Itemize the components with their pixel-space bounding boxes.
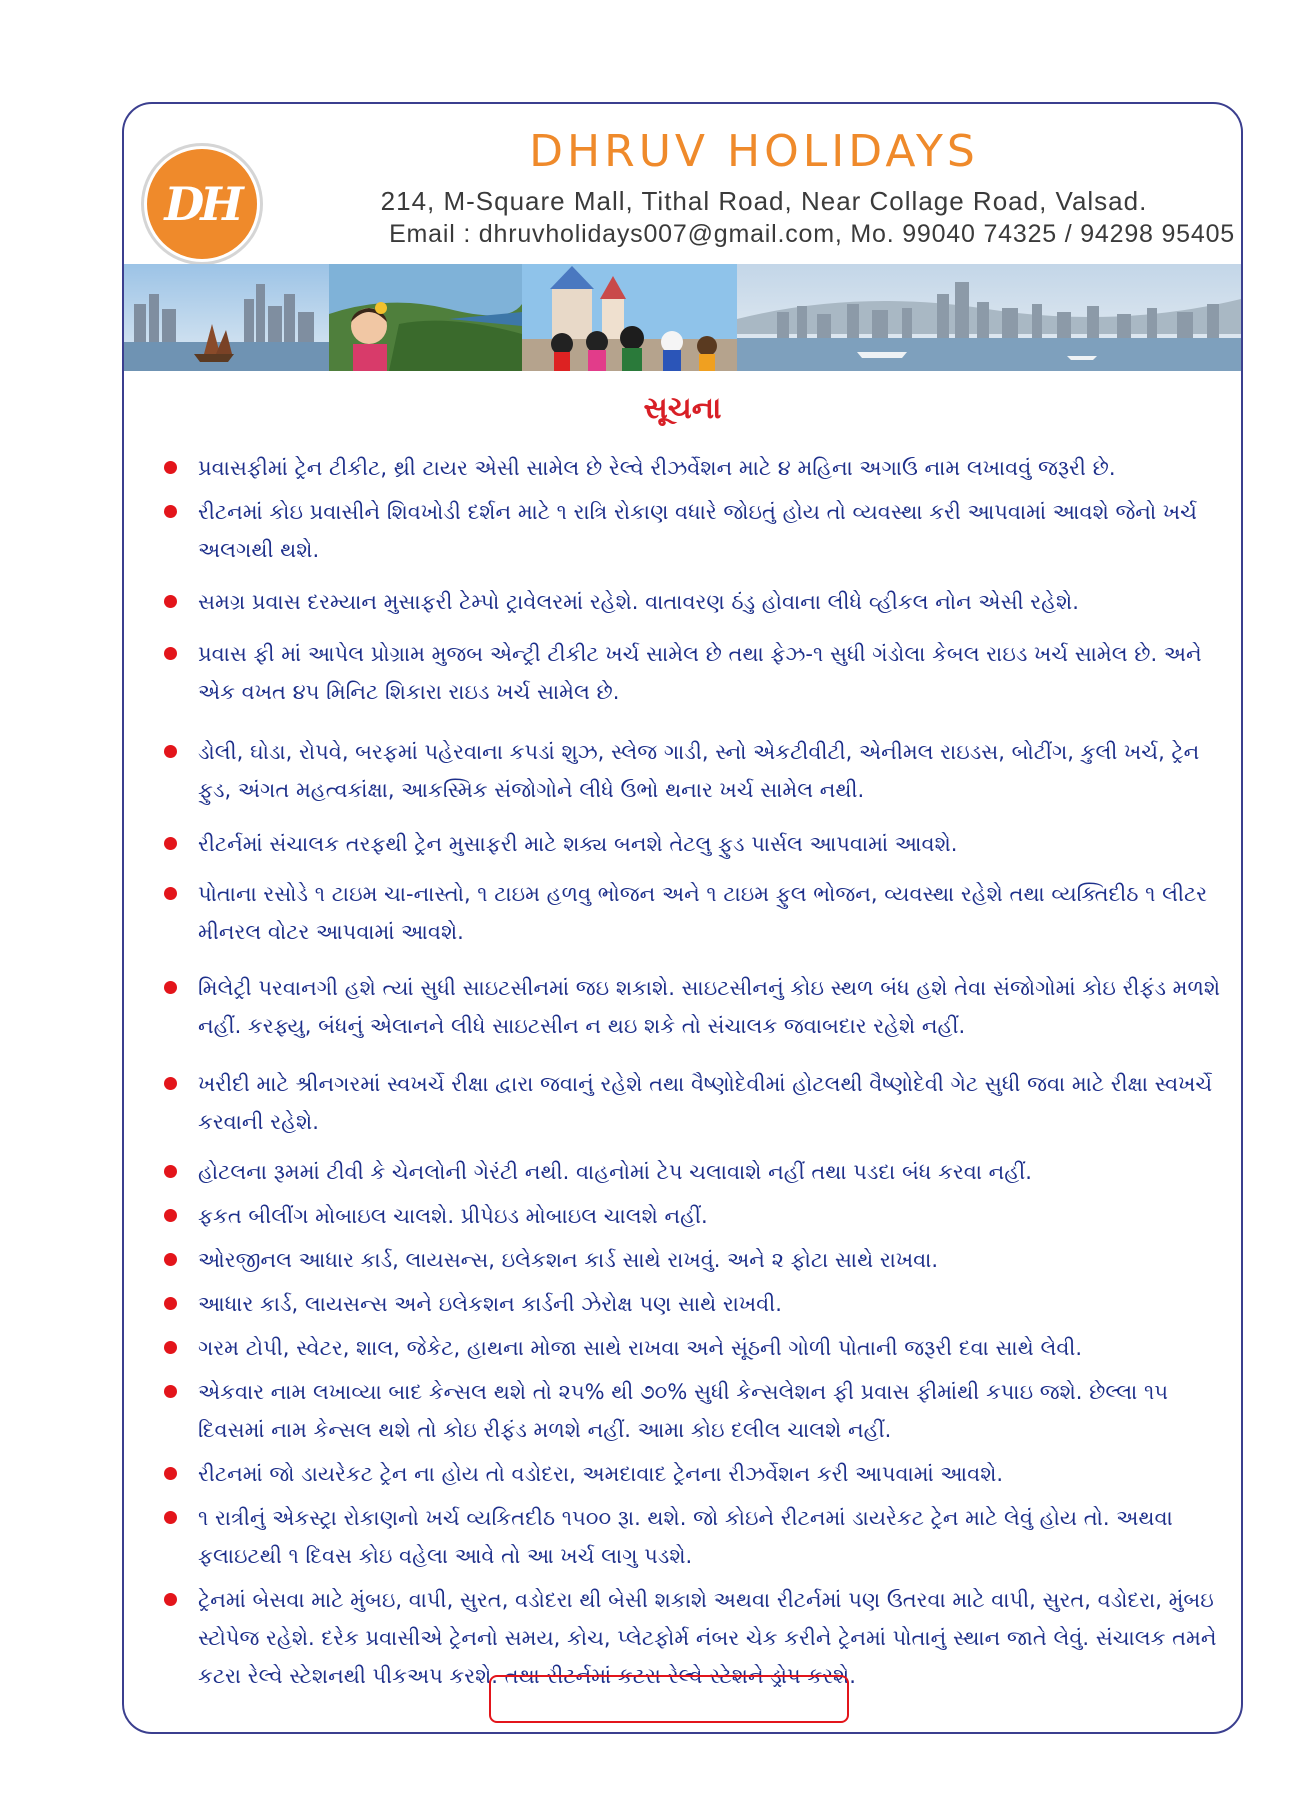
- notice-item-text: મિલેટ્રી પરવાનગી હશે ત્યાં સુધી સાઇટસીનમાં જઇ શકાશે. સાઇટસીનનું કોઇ સ્થળ બંધ હશે તેવા સંજોગોમાં કોઇ રીફંડ મળશે નહીં. કરફ્યુ, બંધનું એલાનને લીધે સાઇટસીન ન થઇ શકે તો સંચાલક જવાબદાર રહેશે નહીં.: [198, 976, 1221, 1038]
- cartoon-characters-castle-image: [522, 264, 737, 371]
- notice-item-text: રીટર્નમાં સંચાલક તરફથી ટ્રેન મુસાફરી માટે શક્ય બનશે તેટલુ ફુડ પાર્સલ આપવામાં આવશે.: [198, 832, 958, 856]
- notice-item-text: ગરમ ટોપી, સ્વેટર, શાલ, જેકેટ, હાથના મોજા સાથે રાખવા અને સૂંઠની ગોળી પોતાની જરૂરી દવા સાથે લેવી.: [198, 1336, 1083, 1360]
- bullet-icon: [164, 595, 177, 608]
- hong-kong-skyline-image: [737, 264, 1241, 371]
- notice-item: [162, 1285, 1232, 1323]
- bullet-icon: [164, 1467, 177, 1480]
- bullet-icon: [164, 1593, 177, 1606]
- bullet-icon: [164, 1077, 177, 1090]
- notice-item: [162, 583, 1232, 621]
- empty-footer-box: [489, 1675, 849, 1723]
- notice-item: [162, 1499, 1232, 1575]
- company-address: 214, M-Square Mall, Tithal Road, Near Collage Road, Valsad.: [380, 186, 1148, 216]
- notice-item-text: ઓરજીનલ આધાર કાર્ડ, લાયસન્સ, ઇલેકશન કાર્ડ સાથે રાખવું. અને ૨ ફોટા સાથે રાખવા.: [198, 1248, 939, 1272]
- notice-item: [162, 1373, 1232, 1449]
- notice-item-text: ટ્રેનમાં બેસવા માટે મુંબઇ, વાપી, સુરત, વડોદરા થી બેસી શકાશે અથવા રીટર્નમાં પણ ઉતરવા માટે વાપી, સુરત, વડોદરા, મુંબઇ સ્ટોપેજ રહેશે. દરેક પ્રવાસીએ ટ્રેનનો સમય, કોચ, પ્લેટફોર્મ નંબર ચેક કરીને ટ્રેનમાં પોતાનું સ્થાન જાતે લેવું. સંચાલક તમને કટરા રેલ્વે સ્ટેશનથી પીકઅપ કરશે. તથા રીટર્નમાં કટરા રેલ્વે સ્ટેશને ડ્રોપ કરશે.: [198, 1588, 1217, 1688]
- logo-text: DH: [164, 177, 240, 231]
- dh-logo: [144, 146, 260, 262]
- notice-item: [162, 493, 1232, 569]
- notice-item: [162, 1329, 1232, 1367]
- notice-item: [162, 733, 1232, 809]
- notice-item-text: ડોલી, ઘોડા, રોપવે, બરફમાં પહેરવાના કપડાં શુઝ, સ્લેજ ગાડી, સ્નો એકટીવીટી, એનીમલ રાઇડસ, બોટીંગ, કુલી ખર્ચ, ટ્રેન ફુડ, અંગત મહત્વકાંક્ષા, આકસ્મિક સંજોગોને લીધે ઉભો થનાર ખર્ચ સામેલ નથી.: [198, 740, 1200, 802]
- notice-item-text: આધાર કાર્ડ, લાયસન્સ અને ઇલેકશન કાર્ડની ઝેરોક્ષ પણ સાથે રાખવી.: [198, 1292, 782, 1316]
- bullet-icon: [164, 887, 177, 900]
- notice-title: સૂચના: [643, 391, 722, 426]
- notice-item-text: ફકત બીલીંગ મોબાઇલ ચાલશે. પ્રીપેઇડ મોબાઇલ ચાલશે નહીં.: [198, 1204, 708, 1228]
- notice-item: [162, 1065, 1232, 1141]
- brochure-card: [122, 102, 1243, 1734]
- company-name: DHRUV HOLIDAYS: [529, 126, 979, 177]
- city-skyline-harbor-image: [124, 264, 329, 371]
- notice-item: [162, 1197, 1232, 1235]
- destination-banner: [124, 264, 1241, 371]
- notice-item-text: રીટનમાં કોઇ પ્રવાસીને શિવખોડી દર્શન માટે ૧ રાત્રિ રોકાણ વધારે જોઇતું હોય તો વ્યવસ્થા કરી આપવામાં આવશે જેનો ખર્ચ અલગથી થશે.: [198, 500, 1197, 562]
- bullet-icon: [164, 1209, 177, 1222]
- bullet-icon: [164, 837, 177, 850]
- bullet-icon: [164, 1165, 177, 1178]
- bullet-icon: [164, 647, 177, 660]
- bullet-icon: [164, 981, 177, 994]
- notice-item-text: પ્રવાસફીમાં ટ્રેન ટીકીટ, થ્રી ટાયર એસી સામેલ છે રેલ્વે રીઝર્વેશન માટે ૪ મહિના અગાઉ નામ લખાવવું જરૂરી છે.: [198, 456, 1116, 480]
- notice-list: [162, 449, 1232, 1695]
- notice-item: [162, 1241, 1232, 1279]
- notice-item-text: રીટનમાં જો ડાયરેકટ ટ્રેન ના હોય તો વડોદરા, અમદાવાદ ટ્રેનના રીઝર્વેશન કરી આપવામાં આવશે.: [198, 1462, 1004, 1486]
- bullet-icon: [164, 1511, 177, 1524]
- notice-item: [162, 969, 1232, 1045]
- bullet-icon: [164, 1297, 177, 1310]
- bullet-icon: [164, 461, 177, 474]
- girl-at-coastal-cliffs-image: [329, 264, 522, 371]
- notice-item-text: હોટલના રૂમમાં ટીવી કે ચેનલોની ગેરંટી નથી. વાહનોમાં ટેપ ચલાવાશે નહીં તથા પડદા બંધ કરવા નહીં.: [198, 1160, 1032, 1184]
- bullet-icon: [164, 1341, 177, 1354]
- notice-item-text: પ્રવાસ ફી માં આપેલ પ્રોગ્રામ મુજબ એન્ટ્રી ટીકીટ ખર્ચ સામેલ છે તથા ફેઝ-૧ સુધી ગંડોલા કેબલ રાઇડ ખર્ચ સામેલ છે. અને એક વખત ૪૫ મિનિટ શિકારા રાઇડ ખર્ચ સામેલ છે.: [198, 642, 1202, 704]
- notice-item: [162, 449, 1232, 487]
- notice-item: [162, 635, 1232, 711]
- notice-item: [162, 1455, 1232, 1493]
- notice-item-text: સમગ્ર પ્રવાસ દરમ્યાન મુસાફરી ટેમ્પો ટ્રાવેલરમાં રહેશે. વાતાવરણ ઠંડુ હોવાના લીધે વ્હીકલ નોન એસી રહેશે.: [198, 590, 1079, 614]
- notice-item-text: પોતાના રસોડે ૧ ટાઇમ ચા-નાસ્તો, ૧ ટાઇમ હળવુ ભોજન અને ૧ ટાઇમ ફુલ ભોજન, વ્યવસ્થા રહેશે તથા વ્યક્તિદીઠ ૧ લીટર મીનરલ વોટર આપવામાં આવશે.: [198, 882, 1208, 944]
- company-contact: Email : dhruvholidays007@gmail.com, Mo. 99040 74325 / 94298 95405: [389, 220, 1235, 248]
- notice-item-text: ખરીદી માટે શ્રીનગરમાં સ્વખર્ચે રીક્ષા દ્વારા જવાનું રહેશે તથા વૈષ્ણોદેવીમાં હોટલથી વૈષ્ણોદેવી ગેટ સુધી જવા માટે રીક્ષા સ્વખર્ચે કરવાની રહેશે.: [198, 1072, 1213, 1134]
- bullet-icon: [164, 745, 177, 758]
- bullet-icon: [164, 505, 177, 518]
- notice-item-text: ૧ રાત્રીનું એકસ્ટ્રા રોકાણનો ખર્ચ વ્યકિતદીઠ ૧૫૦૦ રૂા. થશે. જો કોઇને રીટનમાં ડાયરેકટ ટ્રેન માટે લેવું હોય તો. અથવા ફલાઇટથી ૧ દિવસ કોઇ વહેલા આવે તો આ ખર્ચ લાગુ પડશે.: [198, 1506, 1173, 1568]
- notice-item: [162, 875, 1232, 951]
- notice-item-text: એકવાર નામ લખાવ્યા બાદ કેન્સલ થશે તો ૨૫% થી ૭૦% સુધી કેન્સલેશન ફી પ્રવાસ ફીમાંથી કપાઇ જશે. છેલ્લા ૧૫ દિવસમાં નામ કેન્સલ થશે તો કોઇ રીફંડ મળશે નહીં. આમા કોઇ દલીલ ચાલશે નહીં.: [198, 1380, 1169, 1442]
- notice-item: [162, 1153, 1232, 1191]
- notice-item: [162, 825, 1232, 863]
- bullet-icon: [164, 1253, 177, 1266]
- bullet-icon: [164, 1385, 177, 1398]
